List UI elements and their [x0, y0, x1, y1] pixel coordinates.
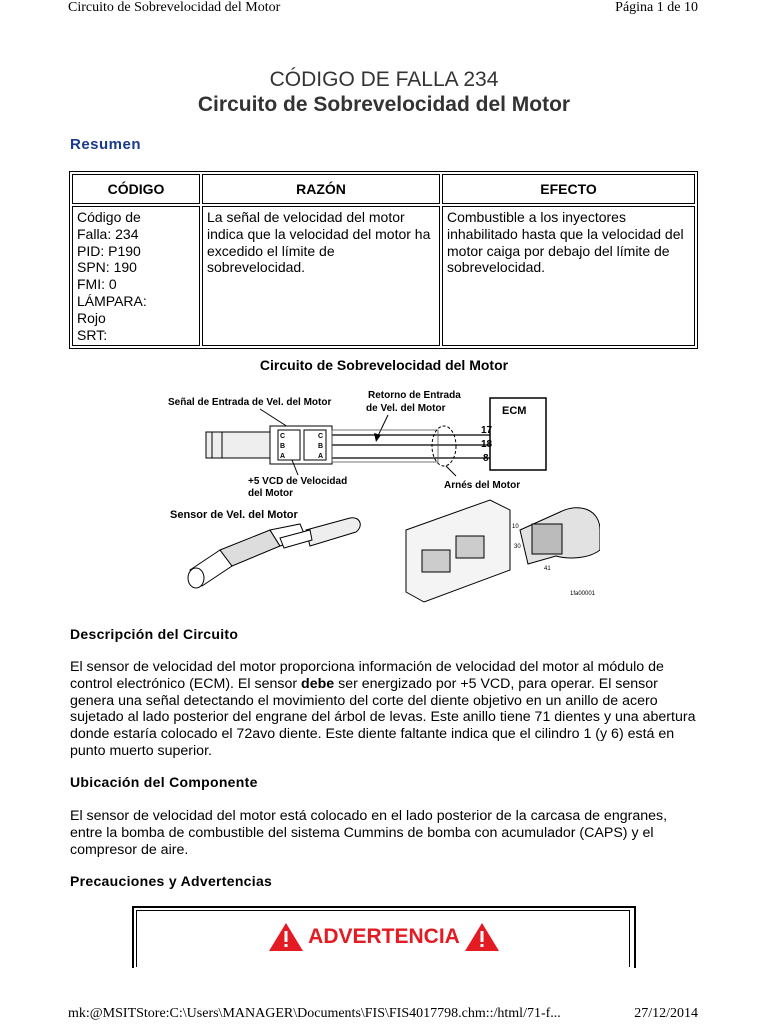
pin-b-left: B [280, 443, 286, 450]
pin-a-left: A [280, 453, 286, 460]
ecm-label: ECM [502, 405, 527, 417]
descripcion-emphasis: debe [301, 675, 335, 692]
cell-codigo [72, 206, 200, 346]
label-vcd-2: del Motor [248, 488, 293, 499]
pin-a-right: A [318, 453, 324, 460]
pin-c-right: C [318, 433, 324, 440]
label-harness: Arnés del Motor [444, 480, 521, 491]
warning-triangle-icon [464, 922, 500, 952]
col-header-codigo: CÓDIGO [72, 174, 200, 204]
section-title-descripcion: Descripción del Circuito [70, 626, 239, 642]
page-title: CÓDIGO DE FALLA 234 [269, 68, 499, 91]
pin-8: 8 [483, 453, 489, 464]
codigo-line: PID: P190 [77, 242, 141, 259]
codigo-line: SPN: 190 [77, 259, 137, 276]
label-return-1: Retorno de Entrada [368, 390, 461, 401]
harness-ellipse [432, 426, 456, 466]
pin-b-right: B [318, 443, 324, 450]
ref-num-10: 10 [512, 524, 519, 530]
codigo-line: Falla: 234 [77, 225, 139, 242]
descripcion-paragraph [70, 659, 700, 760]
arrow-harness [446, 466, 456, 476]
pin-17: 17 [481, 425, 493, 436]
cell-efecto: Combustible a los inyectores inhabilitado hasta que la velocidad del motor caiga por debajo del límite de sobrevelocidad. [442, 206, 695, 346]
label-sensor: Sensor de Vel. del Motor [170, 509, 298, 521]
section-title-precauciones: Precauciones y Advertencias [70, 873, 273, 889]
col-header-efecto: EFECTO [442, 174, 695, 204]
warning-banner [0, 922, 768, 952]
circuit-diagram [160, 380, 600, 610]
codigo-line: SRT: [77, 326, 108, 343]
page-number: Página 1 de 10 [615, 0, 698, 15]
codigo-line: LÁMPARA: [77, 292, 147, 309]
footer-path: mk:@MSITStore:C:\Users\MANAGER\Documents\FIS\FIS4017798.chm::/html/71-f... [68, 1006, 561, 1021]
label-vcd-1: +5 VCD de Velocidad [248, 476, 348, 487]
summary-table [69, 171, 698, 349]
ref-code: 1fa00001 [570, 591, 596, 597]
pin-c-left: C [280, 433, 286, 440]
label-signal: Señal de Entrada de Vel. del Motor [168, 397, 332, 408]
codigo-line: Código de [77, 209, 141, 225]
table-header-row [72, 174, 695, 204]
warning-triangle-icon [268, 922, 304, 952]
descripcion-text-b: ser energizado por +5 VCD, para operar. El sensor genera una señal detectando el movimiento del corte del diente objetivo en un anillo de acero sujetado al lado posterior del engrane del árbol de levas. Este anillo tiene 71 dientes y una abertura donde estaría colocado el 72avo diente. Este diente faltante indica que el cilindro 1 (y 6) está en punto muerto superior. [70, 675, 696, 759]
arrow-return-head [374, 433, 381, 442]
cable-sheath [206, 432, 270, 458]
codigo-line: Rojo [77, 309, 106, 326]
footer-date: 27/12/2014 [634, 1006, 698, 1021]
warning-label: ADVERTENCIA [308, 925, 460, 948]
section-title-ubicacion: Ubicación del Componente [70, 774, 258, 790]
page-subtitle: Circuito de Sobrevelocidad del Motor [197, 93, 571, 116]
codigo-line: FMI: 0 [77, 276, 117, 293]
ubicacion-paragraph: El sensor de velocidad del motor está colocado en el lado posterior de la carcasa de engranes, entre la bomba de combustible del sistema Cummins de bomba con acumulador (CAPS) y el compresor de aire. [70, 808, 668, 858]
resumen-heading: Resumen [70, 136, 142, 153]
diagram-title: Circuito de Sobrevelocidad del Motor [259, 357, 509, 373]
ref-num-30: 30 [514, 544, 521, 550]
page-header-title: Circuito de Sobrevelocidad del Motor [68, 0, 281, 15]
ref-num-41: 41 [544, 566, 551, 572]
ecm-module-illustration [406, 500, 600, 602]
table-row [72, 206, 695, 346]
descripcion-text-a: El sensor de velocidad del motor proporciona información de velocidad del motor al módulo de control electrónico (ECM). El sensor [70, 659, 664, 692]
pin-18: 18 [481, 439, 493, 450]
col-header-razon: RAZÓN [202, 174, 440, 204]
label-return-2: de Vel. del Motor [366, 403, 446, 414]
speed-sensor-illustration [188, 518, 360, 588]
cell-razon: La señal de velocidad del motor indica que la velocidad del motor ha excedido el límite de sobrevelocidad. [202, 206, 440, 346]
